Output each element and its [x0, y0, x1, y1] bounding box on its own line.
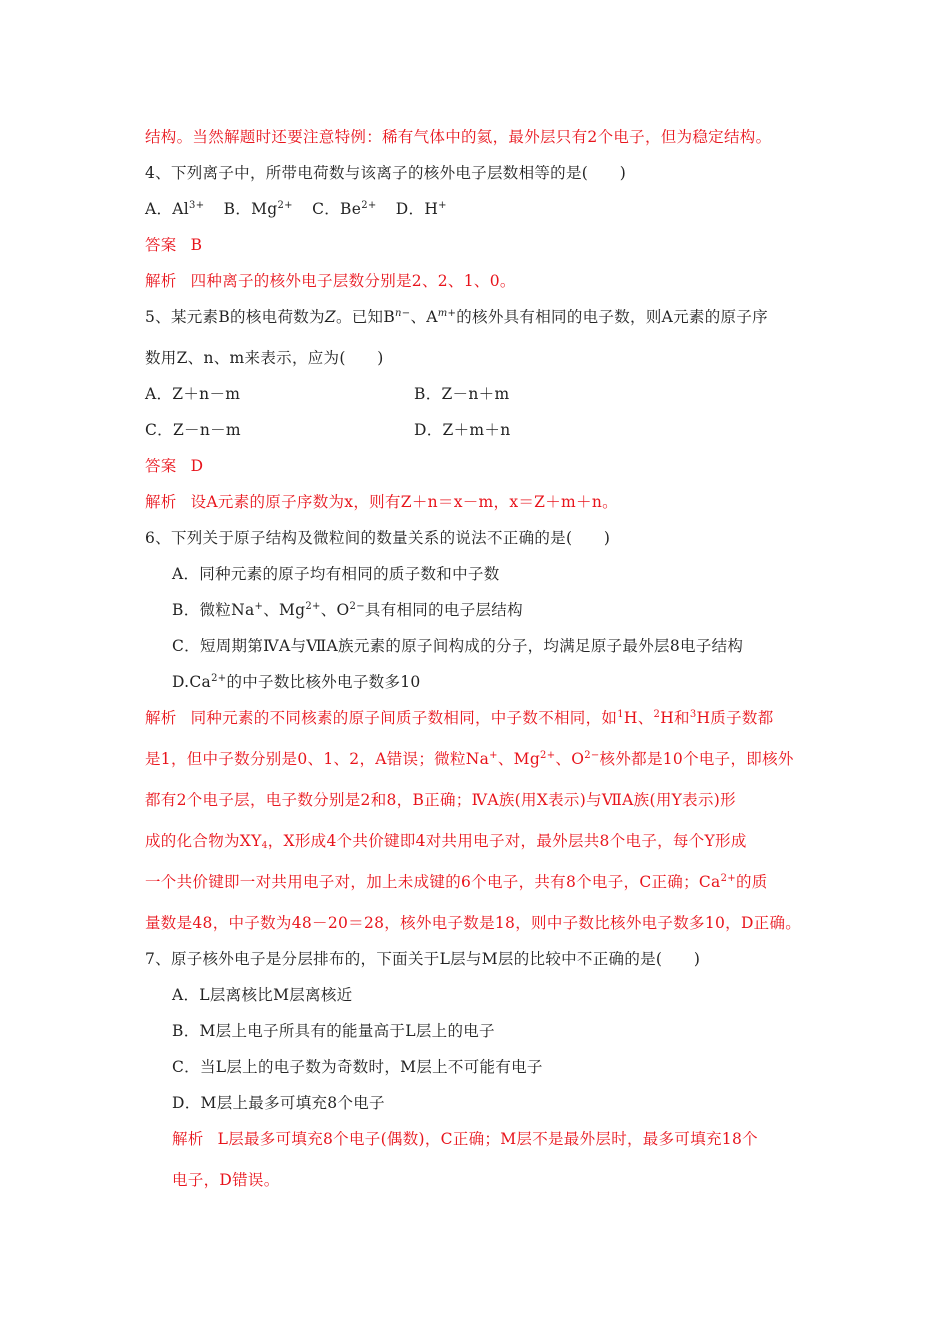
question-6-explanation-line-2: 是1，但中子数分别是0、1、2，A错误；微粒Na+、$Mg^{2+}$、$O^{2-}$核外都是10个电子，即核外 — [145, 750, 794, 768]
question-6-explanation-line-1: 解析 同种元素的不同核素的原子间质子数相同，中子数不相同，如$^1$H、$^2$H和$^3$H质子数都 — [145, 709, 774, 727]
question-7-explanation-line-2: 电子，D错误。 — [172, 1171, 280, 1189]
question-7-option-c: C．当L层上的电子数为奇数时，M层上不可能有电子 — [172, 1058, 543, 1076]
explanation-continuation: 结构。当然解题时还要注意特例：稀有气体中的氦，最外层只有2个电子，但为稳定结构。 — [145, 128, 772, 146]
question-6-option-b: B．微粒Na+、$Mg^{2+}$、$O^{2-}$具有相同的电子层结构 — [172, 601, 523, 619]
question-5-option-a: A．Z＋n－m — [145, 385, 241, 403]
question-5-option-b: B．Z－n＋m — [414, 385, 510, 403]
question-5-answer: 答案 D — [145, 457, 204, 475]
question-6-explanation-line-6: 量数是48，中子数为48－20＝28，核外电子数是18，则中子数比核外电子数多10，D正确。 — [145, 914, 802, 932]
question-7-stem: 7、原子核外电子是分层排布的，下面关于L层与M层的比较中不正确的是( ) — [145, 950, 701, 968]
question-4-options — [145, 198, 461, 220]
question-5-option-c: C．Z－n－m — [145, 421, 241, 439]
question-4-explanation: 解析 四种离子的核外电子层数分别是2、2、1、0。 — [145, 272, 516, 290]
question-6-stem: 6、下列关于原子结构及微粒间的数量关系的说法不正确的是( ) — [145, 529, 611, 547]
question-5-stem-line-2: 数用Z、n、m来表示，应为( ) — [145, 349, 384, 367]
question-6-option-c: C．短周期第ⅣA与ⅦA族元素的原子间构成的分子，均满足原子最外层8电子结构 — [172, 637, 744, 655]
question-7-option-a: A．L层离核比M层离核近 — [172, 986, 353, 1004]
option-d: D．H+ — [395, 200, 447, 218]
question-6-option-d: $D.Ca^{2+}$的中子数比核外电子数多10 — [172, 673, 421, 691]
question-5-explanation: 解析 设A元素的原子序数为x，则有Z＋n＝x－m，x＝Z＋m＋n。 — [145, 493, 618, 511]
option-c: C．$Be^{2+}$ — [312, 200, 377, 218]
option-a: A．$Al^{3+}$ — [145, 200, 205, 218]
question-5-stem-line-1: 5、某元素B的核电荷数为Z。已知$B^{n-}$、$A^{m+}$的核外具有相同的电子数，则A元素的原子序 — [145, 308, 768, 326]
question-4-answer: 答案 B — [145, 236, 203, 254]
question-6-explanation-line-5: 一个共价键即一对共用电子对，加上未成键的6个电子，共有8个电子，C正确；$Ca^{2+}$的质 — [145, 873, 768, 891]
question-6-option-a: A．同种元素的原子均有相同的质子数和中子数 — [172, 565, 500, 583]
question-7-explanation-line-1: 解析 L层最多可填充8个电子(偶数)，C正确；M层不是最外层时，最多可填充18个 — [172, 1130, 758, 1148]
question-5-option-d: D．Z＋m＋n — [414, 421, 511, 439]
option-b: B．$Mg^{2+}$ — [223, 200, 293, 218]
question-7-option-b: B．M层上电子所具有的能量高于L层上的电子 — [172, 1022, 495, 1040]
question-6-explanation-line-4: 成的化合物为$XY_4$，X形成4个共价键即4对共用电子对，最外层共8个电子，每个Y形成 — [145, 832, 747, 851]
question-4-stem: 4、下列离子中，所带电荷数与该离子的核外电子层数相等的是( ) — [145, 164, 627, 182]
question-7-option-d: D．M层上最多可填充8个电子 — [172, 1094, 385, 1112]
question-6-explanation-line-3: 都有2个电子层，电子数分别是2和8，B正确；ⅣA族(用X表示)与ⅦA族(用Y表示)形 — [145, 791, 736, 809]
